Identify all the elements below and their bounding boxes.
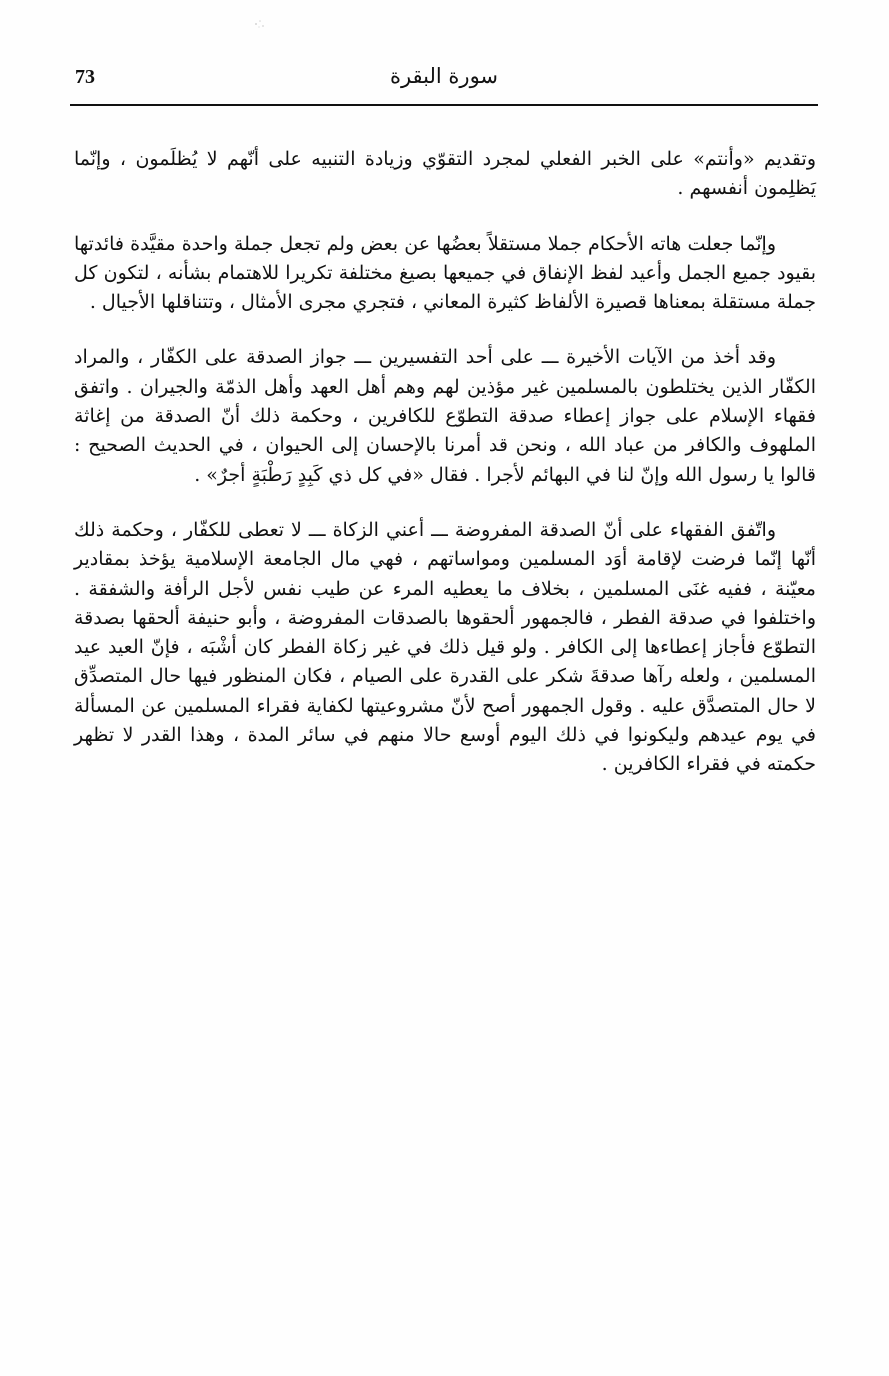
page-body [74,145,816,806]
paragraph: وقد أخذ من الآيات الأخيرة ـــ على أحد التفسيرين ـــ جواز الصدقة على الكفّار ، والمراد الكفّار الذين يختلطون بالمسلمين غير مؤذين لهم وهم أهل العهد وأهل الذمّة والجيران . واتفق فقهاء الإسلام على جواز إعطاء صدقة التطوّع للكافرين ، وحكمة ذلك أنّ الصدقة من إغاثة الملهوف والكافر من عباد الله ، ونحن قد أمرنا بالإحسان إلى الحيوان ، في الحديث الصحيح : قالوا يا رسول الله وإنّ لنا في البهائم لأجرا . فقال «في كل ذي كَبِدٍ رَطْبَةٍ أجرٌ» . [74,346,816,486]
header-rule [70,104,818,106]
scan-speck-mark [253,18,267,30]
paragraph: وتقديم «وأنتم» على الخبر الفعلي لمجرد التقوّي وزيادة التنبيه على أنّهم لا يُظلَمون ، وإنّما يَظلِمون أنفسهم . [74,148,816,200]
page-number: 73 [75,66,95,88]
page-header [70,62,818,102]
paragraph: وإنّما جعلت هاته الأحكام جملا مستقلاً بعضُها عن بعض ولم تجعل جملة واحدة مقيَّدة فائدتها بقيود جميع الجمل وأعيد لفظ الإنفاق في جميعها بصيغ مختلفة تكريرا للاهتمام بشأنه ، لتكون كل جملة مستقلة بمعناها قصيرة الألفاظ كثيرة المعاني ، فتجري مجرى الأمثال ، وتتناقلها الأجيال . [74,232,816,314]
paragraph: واتّفق الفقهاء على أنّ الصدقة المفروضة ـــ أعني الزكاة ـــ لا تعطى للكفّار ، وحكمة ذلك أنّها إنّما فرضت لإقامة أوَد المسلمين ومواساتهم ، فهي مال الجامعة الإسلامية يؤخذ بمقادير معيّنة ، ففيه غنَى المسلمين ، بخلاف ما يعطيه المرء عن طيب نفس لأجل الرأفة والشفقة . واختلفوا في صدقة الفطر ، فالجمهور ألحقوها بالصدقات المفروضة ، وأبو حنيفة ألحقها بصدقة التطوّع فأجاز إعطاءها إلى الكافر . ولو قيل ذلك في غير زكاة الفطر كان أشْبَه ، فإنّ العيد عيد المسلمين ، ولعله رآها صدقةَ شكر على القدرة على الصيام ، فكان المنظور فيها حال المتصدِّق لا حال المتصدَّق عليه . وقول الجمهور أصح لأنّ مشروعيتها لكفاية فقراء المسلمين عن المسألة في يوم عيدهم وليكونوا في ذلك اليوم أوسع حالا منهم في سائر المدة ، وهذا القدر لا تظهر حكمته في فقراء الكافرين . [74,518,816,776]
running-title: سورة البقرة [389,64,499,88]
